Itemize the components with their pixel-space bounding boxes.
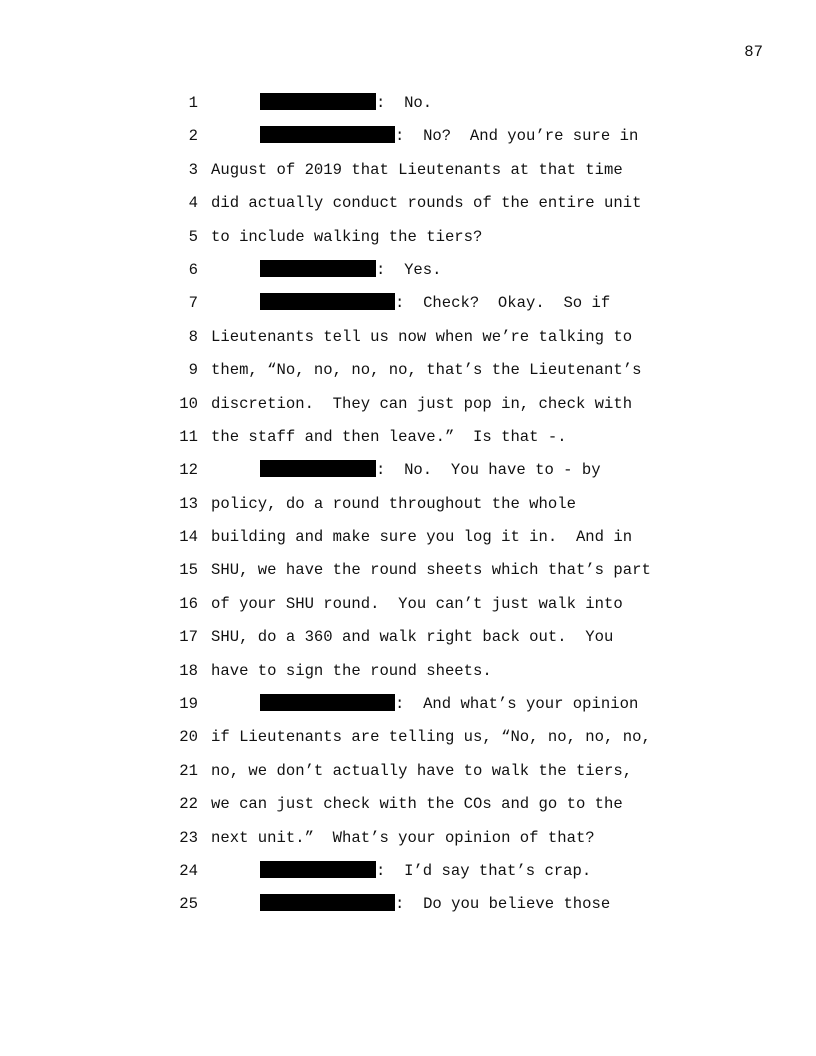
line-text (211, 825, 595, 852)
transcript-line (0, 891, 816, 924)
transcript-line (0, 557, 816, 590)
line-number: 20 (179, 728, 198, 747)
spoken-text: : And what’s your opinion (395, 695, 639, 714)
line-number: 3 (188, 160, 198, 179)
redacted-speaker-name (260, 260, 376, 277)
spoken-text: Lieutenants tell us now when we’re talking to (211, 327, 633, 346)
line-number: 1 (188, 94, 198, 112)
speaker-line-text (260, 891, 610, 918)
line-text (211, 624, 613, 651)
transcript-line (0, 624, 816, 657)
line-number: 11 (179, 427, 198, 446)
spoken-text: August of 2019 that Lieutenants at that time (211, 160, 623, 179)
line-text (211, 758, 632, 785)
line-number: 25 (179, 895, 198, 914)
spoken-text: if Lieutenants are telling us, “No, no, no, no, (211, 728, 651, 747)
spoken-text: have to sign the round sheets. (211, 661, 492, 680)
speaker-line-text (260, 691, 638, 718)
line-number: 24 (179, 861, 198, 880)
line-number: 13 (179, 494, 198, 513)
line-number: 7 (188, 294, 198, 313)
redacted-speaker-name (260, 93, 376, 110)
transcript-line (0, 658, 816, 691)
redacted-speaker-name (260, 460, 376, 477)
spoken-text: building and make sure you log it in. And in (211, 528, 633, 547)
spoken-text: : No? And you’re sure in (395, 127, 639, 146)
spoken-text: did actually conduct rounds of the entire unit (211, 194, 642, 213)
spoken-text: we can just check with the COs and go to the (211, 795, 623, 814)
transcript-line (0, 491, 816, 524)
line-text (211, 324, 632, 351)
line-text (211, 524, 632, 551)
transcript-line (0, 324, 816, 357)
transcript-line (0, 758, 816, 791)
line-text (211, 791, 623, 818)
line-number: 2 (188, 127, 198, 146)
speaker-line-text (260, 858, 591, 885)
line-text (211, 391, 632, 418)
spoken-text: : Do you believe those (395, 895, 611, 914)
spoken-text: to include walking the tiers? (211, 227, 483, 246)
line-number: 23 (179, 828, 198, 847)
spoken-text: no, we don’t actually have to walk the tiers, (211, 761, 633, 780)
transcript-line (0, 391, 816, 424)
line-text (211, 424, 567, 451)
spoken-text: the staff and then leave.” Is that -. (211, 427, 567, 446)
spoken-text: next unit.” What’s your opinion of that? (211, 828, 595, 847)
line-text (211, 658, 492, 685)
line-text (211, 190, 641, 217)
line-text (211, 157, 623, 184)
transcript-line (0, 290, 816, 323)
transcript-line (0, 190, 816, 223)
line-number: 9 (188, 361, 198, 380)
line-number: 10 (179, 394, 198, 413)
spoken-text: : No. You have to - by (376, 461, 601, 480)
spoken-text: : Check? Okay. So if (395, 294, 611, 313)
line-number: 17 (179, 628, 198, 647)
transcript-line (0, 724, 816, 757)
line-number: 16 (179, 594, 198, 613)
speaker-line-text (260, 457, 601, 484)
line-number: 6 (188, 260, 198, 279)
line-text (211, 224, 482, 251)
spoken-text: discretion. They can just pop in, check with (211, 394, 633, 413)
speaker-line-text (260, 290, 610, 317)
transcript-line (0, 524, 816, 557)
transcript-line (0, 123, 816, 156)
transcript-body (0, 90, 816, 925)
line-number: 19 (179, 695, 198, 714)
redacted-speaker-name (260, 293, 395, 310)
redacted-speaker-name (260, 126, 395, 143)
line-number: 12 (179, 461, 198, 480)
spoken-text: SHU, we have the round sheets which that’s part (211, 561, 651, 580)
speaker-line-text (260, 123, 638, 150)
spoken-text: : I’d say that’s crap. (376, 861, 592, 880)
page-number: 87 (744, 43, 763, 61)
transcript-line (0, 457, 816, 490)
spoken-text: : Yes. (376, 260, 442, 279)
transcript-line (0, 90, 816, 123)
line-text (211, 357, 641, 384)
line-number: 8 (188, 327, 198, 346)
transcript-line (0, 424, 816, 457)
transcript-line (0, 357, 816, 390)
redacted-speaker-name (260, 694, 395, 711)
line-number: 14 (179, 528, 198, 547)
spoken-text: of your SHU round. You can’t just walk into (211, 594, 623, 613)
transcript-line (0, 791, 816, 824)
line-text (211, 591, 623, 618)
line-number: 21 (179, 761, 198, 780)
transcript-line (0, 257, 816, 290)
spoken-text: policy, do a round throughout the whole (211, 494, 576, 513)
transcript-line (0, 691, 816, 724)
transcript-line (0, 591, 816, 624)
transcript-line (0, 157, 816, 190)
spoken-text: : No. (376, 94, 433, 112)
line-text (211, 724, 651, 751)
spoken-text: SHU, do a 360 and walk right back out. You (211, 628, 614, 647)
transcript-line (0, 224, 816, 257)
line-number: 22 (179, 795, 198, 814)
line-text (211, 557, 651, 584)
redacted-speaker-name (260, 894, 395, 911)
line-text (211, 491, 576, 518)
transcript-line (0, 858, 816, 891)
line-number: 4 (188, 194, 198, 213)
line-number: 5 (188, 227, 198, 246)
transcript-line (0, 825, 816, 858)
spoken-text: them, “No, no, no, no, that’s the Lieutenant’s (211, 361, 642, 380)
speaker-line-text (260, 257, 442, 284)
line-number: 15 (179, 561, 198, 580)
redacted-speaker-name (260, 861, 376, 878)
line-number: 18 (179, 661, 198, 680)
speaker-line-text (260, 90, 432, 117)
